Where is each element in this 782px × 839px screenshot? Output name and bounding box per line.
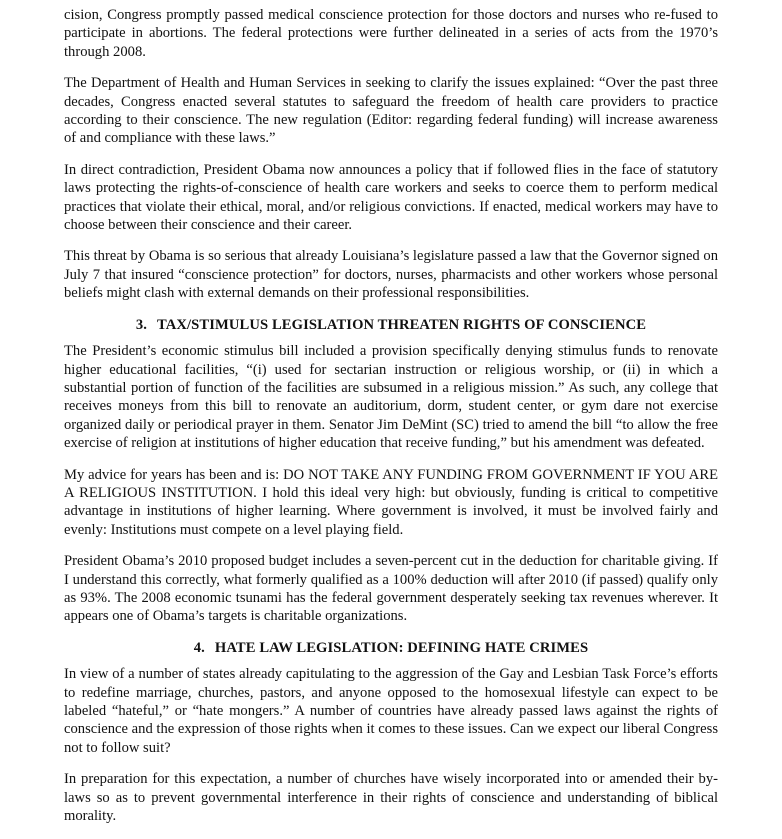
paragraph-2: The Department of Health and Human Services in seeking to clarify the issues explained: “Over the past three decades, Congress enacted several statutes to safeguard the freedom of health care providers to practice according to their conscience. The new regulation (Editor: regarding federal funding) will increase awareness of and compliance with these laws.” bbox=[64, 75, 718, 147]
section-3-number: 3. bbox=[135, 316, 147, 333]
paragraph-3: In direct contradiction, President Obama now announces a policy that if followed flies in the face of statutory laws protecting the rights-of-conscience of health care workers and seeks to coerce them to perform medical practices that violate their ethical, moral, and/or religious convictions. If enacted, medical workers may have to choose between their conscience and their career. bbox=[64, 161, 718, 234]
section-3-paragraph-3: President Obama’s 2010 proposed budget includes a seven-percent cut in the deduction for charitable giving. If I understand this correctly, what formerly qualified as a 100% deduction will after 2010 (if passed) qualify only as 93%. The 2008 economic tsunami has the federal government desperately seeking tax revenues wherever. It appears one of Obama’s targets is charitable organizations. bbox=[64, 553, 718, 625]
section-3-paragraph-1: The President’s economic stimulus bill included a provision specifically denying stimulus funds to renovate higher educational facilities, “(i) used for sectarian instruction or religious worship, or (ii) in which a substantial portion of function of the facilities are subsumed in a religious mission.” As such, any college that receives moneys from this bill to renovate an auditorium, dorm, student center, or gym dare not exercise organized daily or periodical prayer in them. Senator Jim DeMint (SC) tried to amend the bill “to allow the free exercise of religion at institutions of higher education that receive funding,” but his amendment was defeated. bbox=[64, 343, 718, 452]
paragraph-4: This threat by Obama is so serious that already Louisiana’s legislature passed a law that the Governor signed on July 7 that insured “conscience protection” for doctors, nurses, pharmacists and other workers whose personal beliefs might clash with external demands on their professional responsibilities. bbox=[64, 248, 718, 302]
section-4-paragraph-2: In preparation for this expectation, a number of churches have wisely incorporated into or amended their by-laws so as to prevent governmental interference in their rights of conscience and understanding of biblical morality. bbox=[64, 771, 718, 825]
section-3-heading bbox=[64, 316, 718, 334]
section-4-title: HATE LAW LEGISLATION: DEFINING HATE CRIMES bbox=[214, 639, 589, 656]
document-page bbox=[64, 6, 718, 838]
section-3-title: TAX/STIMULUS LEGISLATION THREATEN RIGHTS OF CONSCIENCE bbox=[157, 316, 647, 333]
paragraph-1: cision, Congress promptly passed medical conscience protection for those doctors and nurses who re-fused to participate in abortions. The federal protections were further delineated in a series of acts from the 1970’s through 2008. bbox=[64, 7, 718, 60]
section-4-heading bbox=[64, 639, 718, 657]
section-3-paragraph-2: My advice for years has been and is: DO NOT TAKE ANY FUNDING FROM GOVERNMENT IF YOU ARE A RELIGIOUS INSTITUTION. I hold this ideal very high: but obviously, funding is critical to competitive advantage in institutions of higher learning. Where government is involved, it must be involved fairly and evenly: Institutions must compete on a level playing field. bbox=[64, 466, 718, 538]
section-4-paragraph-1: In view of a number of states already capitulating to the aggression of the Gay and Lesbian Task Force’s efforts to redefine marriage, churches, pastors, and anyone opposed to the homosexual lifestyle can expect to be labeled “hateful,” or “hate mongers.” A number of countries have already passed laws against the rights of conscience and the expression of those rights when it comes to these issues. Can we expect our liberal Congress not to follow suit? bbox=[64, 666, 718, 756]
section-4-number: 4. bbox=[193, 639, 205, 656]
